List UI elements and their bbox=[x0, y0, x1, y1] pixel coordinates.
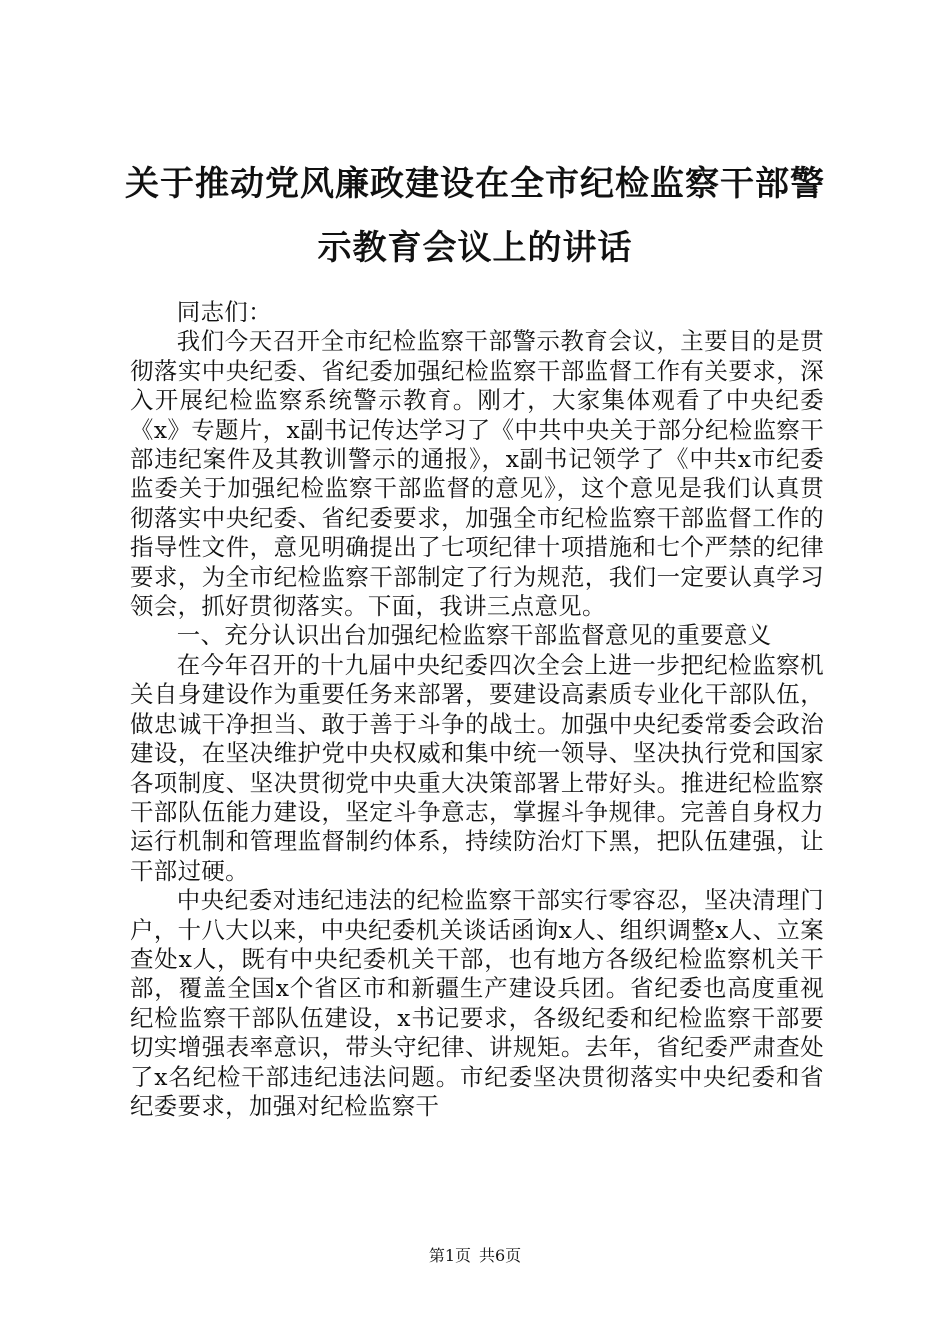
page-number: 第1页 bbox=[428, 1246, 471, 1265]
salutation: 同志们： bbox=[176, 298, 272, 326]
page-footer bbox=[0, 1246, 950, 1266]
body-paragraph: 我们今天召开全市纪检监察干部警示教育会议，主要目的是贯彻落实中央纪委、省纪委加强纪检监察干部监督工作有关要求，深入开展纪检监察系统警示教育。刚才，大家集体观看了中央纪委《x》专题片，x副书记传达学习了《中共中央关于部分纪检监察干部违纪案件及其教训警示的通报》，x副书记领学了《中共x市纪委监委关于加强纪检监察干部监督的意见》，这个意见是我们认真贯彻落实中央纪委、省纪委要求，加强全市纪检监察干部监督工作的指导性文件，意见明确提出了七项纪律十项措施和七个严禁的纪律要求，为全市纪检监察干部制定了行为规范，我们一定要认真学习领会，抓好贯彻落实。下面，我讲三点意见。 bbox=[130, 327, 824, 621]
page-total: 共6页 bbox=[479, 1246, 522, 1265]
section-heading: 一、充分认识出台加强纪检监察干部监督意见的重要意义 bbox=[176, 621, 772, 650]
document-title bbox=[110, 152, 840, 280]
document-body bbox=[130, 298, 824, 1121]
title-line-1: 关于推动党风廉政建设在全市纪检监察干部警 bbox=[125, 164, 825, 204]
body-paragraph: 中央纪委对违纪违法的纪检监察干部实行零容忍，坚决清理门户，十八大以来，中央纪委机关谈话函询x人、组织调整x人、立案查处x人，既有中央纪委机关干部，也有地方各级纪检监察机关干部，覆盖全国x个省区市和新疆生产建设兵团。省纪委也高度重视纪检监察干部队伍建设，x书记要求，各级纪委和纪检监察干部要切实增强表率意识，带头守纪律、讲规矩。去年，省纪委严肃查处了x名纪检干部违纪违法问题。市纪委坚决贯彻落实中央纪委和省纪委要求，加强对纪检监察干 bbox=[130, 886, 824, 1120]
body-paragraph: 在今年召开的十九届中央纪委四次全会上进一步把纪检监察机关自身建设作为重要任务来部署，要建设高素质专业化干部队伍，做忠诚干净担当、敢于善于斗争的战士。加强中央纪委常委会政治建设，在坚决维护党中央权威和集中统一领导、坚决执行党和国家各项制度、坚决贯彻党中央重大决策部署上带好头。推进纪检监察干部队伍能力建设，坚定斗争意志，掌握斗争规律。完善自身权力运行机制和管理监督制约体系，持续防治灯下黑，把队伍建强，让干部过硬。 bbox=[130, 650, 824, 885]
title-line-2: 示教育会议上的讲话 bbox=[317, 228, 633, 268]
